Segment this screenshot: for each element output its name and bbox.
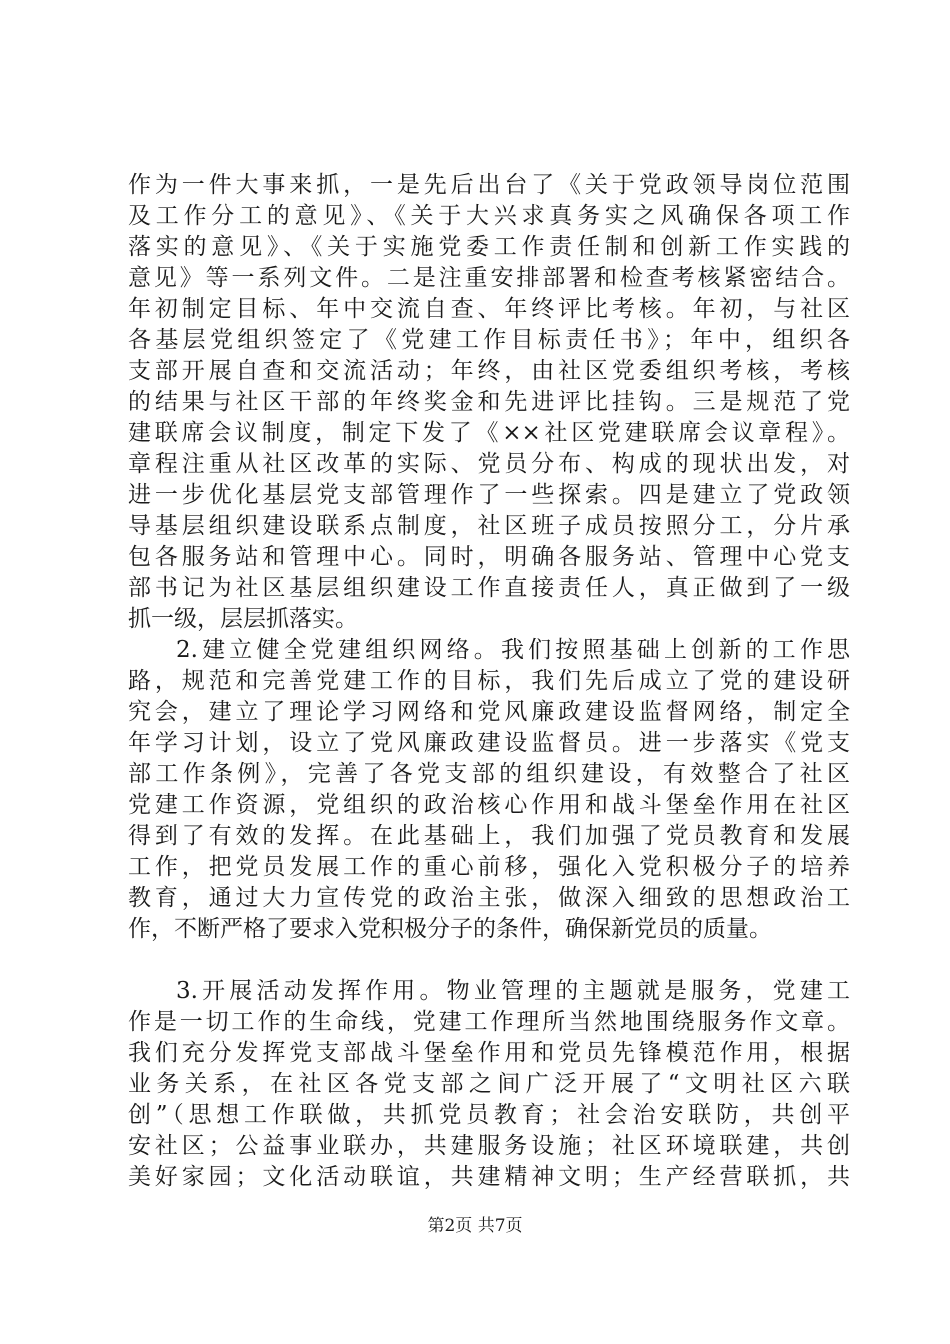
text-line: 党建工作资源，党组织的政治核心作用和战斗堡垒作用在社区 — [128, 792, 850, 818]
text-line: 得到了有效的发挥。在此基础上，我们加强了党员教育和发展 — [128, 823, 850, 849]
document-body — [128, 170, 850, 1193]
text-line: 路，规范和完善党建工作的目标，我们先后成立了党的建设研 — [128, 668, 850, 694]
paragraph-3 — [128, 976, 850, 1193]
text-line: 我们充分发挥党支部战斗堡垒作用和党员先锋模范作用，根据 — [128, 1040, 850, 1066]
text-line: 美好家园；文化活动联谊，共建精神文明；生产经营联抓，共 — [128, 1164, 850, 1190]
text-line: 年学习计划，设立了党风廉政建设监督员。进一步落实《党支 — [128, 730, 850, 756]
text-line: 导基层组织建设联系点制度，社区班子成员按照分工，分片承 — [128, 513, 850, 539]
paragraph-2 — [128, 635, 850, 945]
text-line: 业务关系，在社区各党支部之间广泛开展了“文明社区六联 — [128, 1071, 850, 1097]
text-line: 的结果与社区干部的年终奖金和先进评比挂钩。三是规范了党 — [128, 389, 850, 415]
text-line: 3.开展活动发挥作用。物业管理的主题就是服务，党建工 — [176, 978, 850, 1004]
text-line: 2.建立健全党建组织网络。我们按照基础上创新的工作思 — [176, 637, 850, 663]
page-number-footer: 第2页 共7页 — [427, 1216, 523, 1236]
text-line: 建联席会议制度，制定下发了《××社区党建联席会议章程》。 — [128, 420, 850, 446]
text-line: 作为一件大事来抓，一是先后出台了《关于党政领导岗位范围 — [128, 172, 850, 198]
text-line: 作，不断严格了要求入党积极分子的条件，确保新党员的质量。 — [128, 916, 772, 942]
text-line: 工作，把党员发展工作的重心前移，强化入党积极分子的培养 — [128, 854, 850, 880]
paragraph-1 — [128, 170, 850, 635]
text-line: 各基层党组织签定了《党建工作目标责任书》；年中，组织各 — [128, 327, 850, 353]
text-line: 包各服务站和管理中心。同时，明确各服务站、管理中心党支 — [128, 544, 850, 570]
text-line: 年初制定目标、年中交流自查、年终评比考核。年初，与社区 — [128, 296, 850, 322]
text-line: 抓一级，层层抓落实。 — [128, 606, 358, 632]
text-line: 部工作条例》，完善了各党支部的组织建设，有效整合了社区 — [128, 761, 850, 787]
text-line: 教育，通过大力宣传党的政治主张，做深入细致的思想政治工 — [128, 885, 850, 911]
text-line: 章程注重从社区改革的实际、党员分布、构成的现状出发，对 — [128, 451, 850, 477]
text-line: 意见》等一系列文件。二是注重安排部署和检查考核紧密结合。 — [128, 265, 850, 291]
text-line: 部书记为社区基层组织建设工作直接责任人，真正做到了一级 — [128, 575, 850, 601]
text-line: 安社区；公益事业联办，共建服务设施；社区环境联建，共创 — [128, 1133, 850, 1159]
text-line: 及工作分工的意见》、《关于大兴求真务实之风确保各项工作 — [128, 203, 850, 229]
text-line: 进一步优化基层党支部管理作了一些探索。四是建立了党政领 — [128, 482, 850, 508]
text-line: 创”（思想工作联做，共抓党员教育；社会治安联防，共创平 — [128, 1102, 850, 1128]
paragraph-spacer — [128, 945, 850, 976]
text-line: 支部开展自查和交流活动；年终，由社区党委组织考核，考核 — [128, 358, 850, 384]
text-line: 作是一切工作的生命线，党建工作理所当然地围绕服务作文章。 — [128, 1009, 850, 1035]
text-line: 究会，建立了理论学习网络和党风廉政建设监督网络，制定全 — [128, 699, 850, 725]
text-line: 落实的意见》、《关于实施党委工作责任制和创新工作实践的 — [128, 234, 850, 260]
